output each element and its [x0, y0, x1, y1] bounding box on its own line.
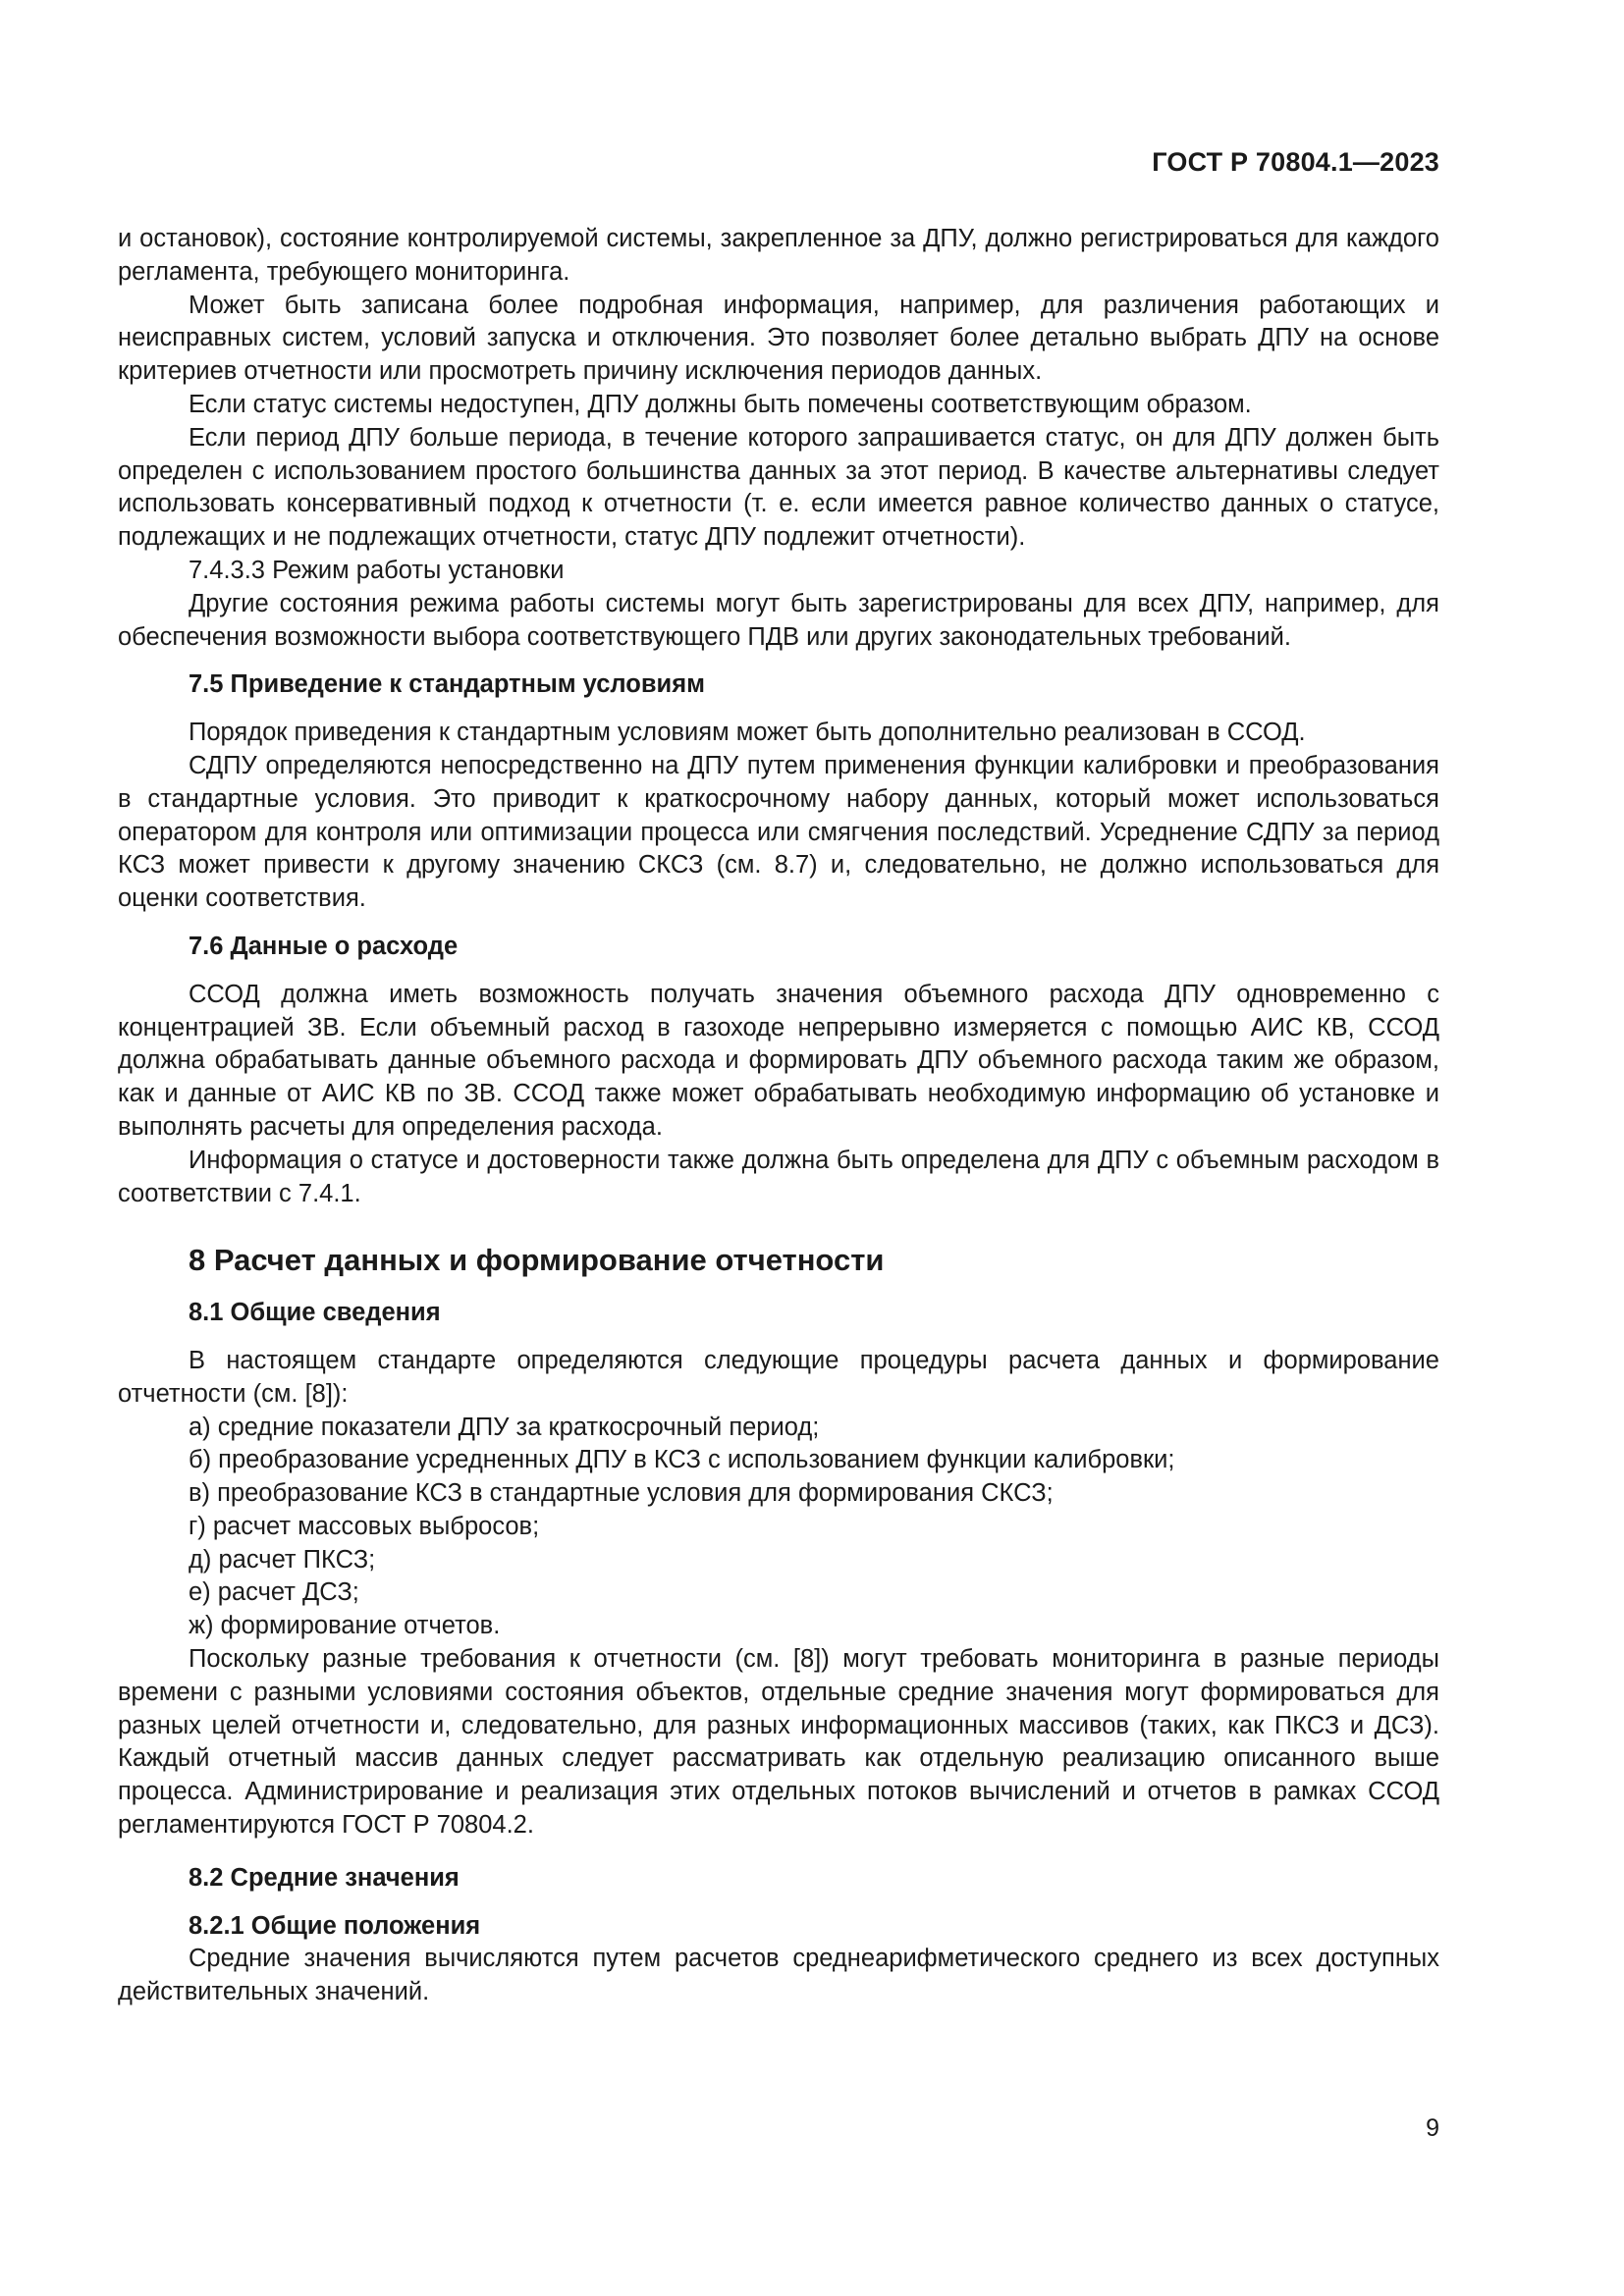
section-heading-7-6: 7.6 Данные о расходе — [189, 932, 459, 960]
paragraph: Если период ДПУ больше периода, в течение которого запрашивается статус, он для ДПУ должен быть определен с использованием простого большинства данных за этот период. В качестве альтернативы следует использовать консервативный подход к отчетности (т. е. если имеется равное количество данных о статусе, подлежащих и не подлежащих отчетности, статус ДПУ подлежит отчетности). — [118, 423, 1439, 552]
paragraph: Другие состояния режима работы системы могут быть зарегистрированы для всех ДПУ, например, для обеспечения возможности выбора соответствующего ПДВ или других законодательных требований. — [118, 589, 1439, 651]
paragraph: Порядок приведения к стандартным условиям может быть дополнительно реализован в ССОД. — [189, 719, 1306, 747]
section-heading-8-2: 8.2 Средние значения — [189, 1863, 460, 1892]
list-item: г) расчет массовых выбросов; — [189, 1512, 540, 1540]
section-heading-7-5: 7.5 Приведение к стандартным условиям — [189, 670, 705, 699]
chapter-heading-8: 8 Расчет данных и формирование отчетности — [189, 1243, 885, 1278]
subsection-title: 7.4.3.3 Режим работы установки — [189, 556, 565, 584]
paragraph: Если статус системы недоступен, ДПУ должны быть помечены соответствующим образом. — [189, 390, 1252, 418]
paragraph: Средние значения вычисляются путем расчетов среднеарифметического среднего из всех доступных действительных значений. — [118, 1945, 1439, 2006]
list-item: д) расчет ПКСЗ; — [189, 1545, 376, 1574]
section-heading-8-1: 8.1 Общие сведения — [189, 1299, 441, 1327]
document-id-header: ГОСТ Р 70804.1—2023 — [1152, 147, 1439, 177]
list-item: а) средние показатели ДПУ за краткосрочный период; — [189, 1413, 820, 1441]
list-item: в) преобразование КСЗ в стандартные условия для формирования СКСЗ; — [189, 1479, 1054, 1508]
paragraph: и остановок), состояние контролируемой системы, закрепленное за ДПУ, должно регистрироваться для каждого регламента, требующего мониторинга. — [118, 225, 1439, 286]
list-item: ж) формирование отчетов. — [189, 1612, 501, 1640]
section-heading-8-2-1: 8.2.1 Общие положения — [189, 1911, 481, 1940]
paragraph: ССОД должна иметь возможность получать значения объемного расхода ДПУ одновременно с концентрацией ЗВ. Если объемный расход в газоходе непрерывно измеряется с помощью АИС КВ, ССОД должна обрабатывать данные объемного расхода и формировать ДПУ объемного расхода таким же образом, как и данные от АИС КВ по ЗВ. ССОД также может обрабатывать необходимую информацию об установке и выполнять расчеты для определения расхода. — [118, 980, 1439, 1141]
paragraph: Поскольку разные требования к отчетности (см. [8]) могут требовать мониторинга в разные периоды времени с разными условиями состояния объектов, отдельные средние значения могут формироваться для разных целей отчетности и, следовательно, для разных информационных массивов (таких, как ПКСЗ и ДСЗ). Каждый отчетный массив данных следует рассматривать как отдельную реализацию описанного выше процесса. Администрирование и реализация этих отдельных потоков вычислений и отчетов в рамках ССОД регламентируются ГОСТ Р 70804.2. — [118, 1645, 1439, 1840]
list-item: е) расчет ДСЗ; — [189, 1578, 359, 1607]
list-item: б) преобразование усредненных ДПУ в КСЗ с использованием функции калибровки; — [189, 1446, 1175, 1474]
paragraph: Может быть записана более подробная информация, например, для различения работающих и неисправных систем, условий запуска и отключения. Это позволяет более детально выбрать ДПУ на основе критериев отчетности или просмотреть причину исключения периодов данных. — [118, 291, 1439, 386]
paragraph: В настоящем стандарте определяются следующие процедуры расчета данных и формирование отчетности (см. [8]): — [118, 1346, 1439, 1408]
document-body — [118, 223, 1439, 2009]
paragraph: СДПУ определяются непосредственно на ДПУ путем применения функции калибровки и преобразования в стандартные условия. Это приводит к краткосрочному набору данных, который может использоваться оператором для контроля или оптимизации процесса или смягчения последствий. Усреднение СДПУ за период КСЗ может привести к другому значению СКСЗ (см. 8.7) и, следовательно, не должно использоваться для оценки соответствия. — [118, 751, 1439, 913]
page-number: 9 — [1426, 2114, 1439, 2142]
paragraph: Информация о статусе и достоверности также должна быть определена для ДПУ с объемным расходом в соответствии с 7.4.1. — [118, 1146, 1439, 1207]
